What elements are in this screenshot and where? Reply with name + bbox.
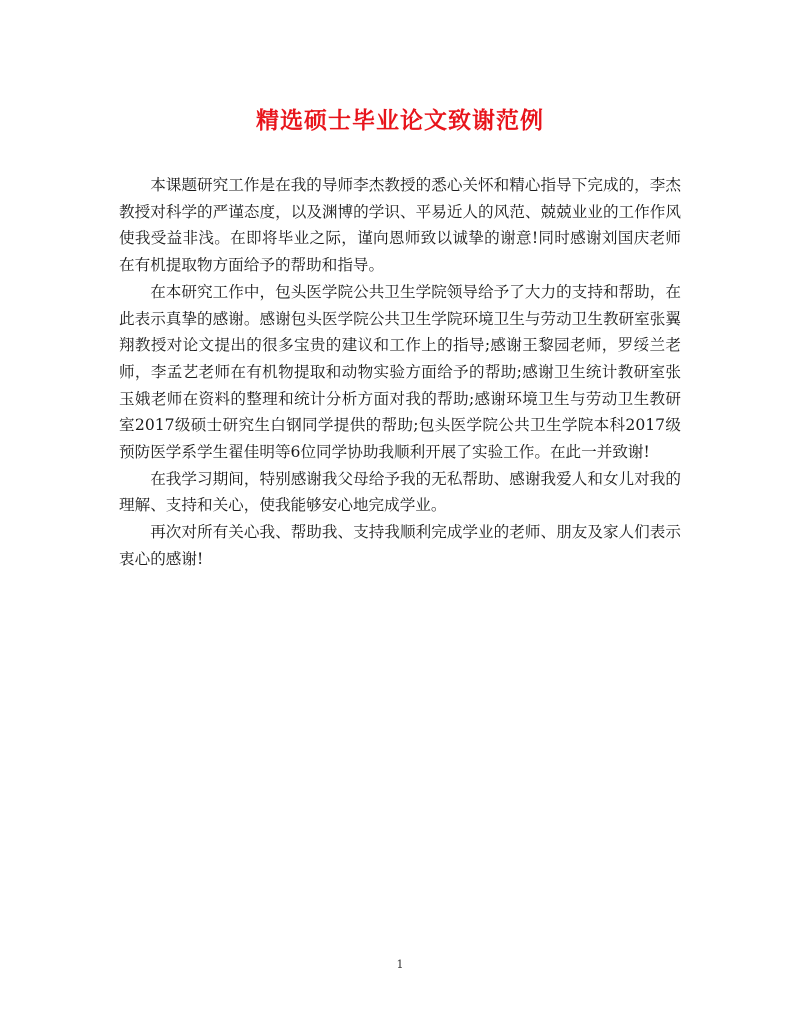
paragraph-family-thanks: 在我学习期间，特别感谢我父母给予我的无私帮助、感谢我爱人和女儿对我的理解、支持和关心，使我能够安心地完成学业。: [119, 469, 681, 515]
paragraph-institution-thanks: 在本研究工作中，包头医学院公共卫生学院领导给予了大力的支持和帮助，在此表示真挚的感谢。感谢包头医学院公共卫生学院环境卫生与劳动卫生教研室张翼翔教授对论文提出的很多宝贵的建议和工作上的指导;感谢王黎园老师，罗绥兰老师，李孟艺老师在有机物提取和动物实验方面给予的帮助;感谢卫生统计教研室张玉娥老师在资料的整理和统计分析方面对我的帮助;感谢环境卫生与劳动卫生教研室2017级硕士研究生白钢同学提供的帮助;包头医学院公共卫生学院本科2017级预防医学系学生翟佳明等6位同学协助我顺利开展了实验工作。在此一并致谢!: [119, 282, 681, 462]
page-number: 1: [396, 958, 404, 971]
paragraph-advisor-thanks: 本课题研究工作是在我的导师李杰教授的悉心关怀和精心指导下完成的，李杰教授对科学的严谨态度，以及渊博的学识、平易近人的风范、兢兢业业的工作作风使我受益非浅。在即将毕业之际，谨向恩师致以诚挚的谢意!同时感谢刘国庆老师在有机提取物方面给予的帮助和指导。: [119, 176, 681, 275]
document-title: 精选硕士毕业论文致谢范例: [256, 108, 544, 134]
paragraph-closing-thanks: 再次对所有关心我、帮助我、支持我顺利完成学业的老师、朋友及家人们表示衷心的感谢!: [119, 523, 681, 568]
document-body: [119, 172, 681, 573]
